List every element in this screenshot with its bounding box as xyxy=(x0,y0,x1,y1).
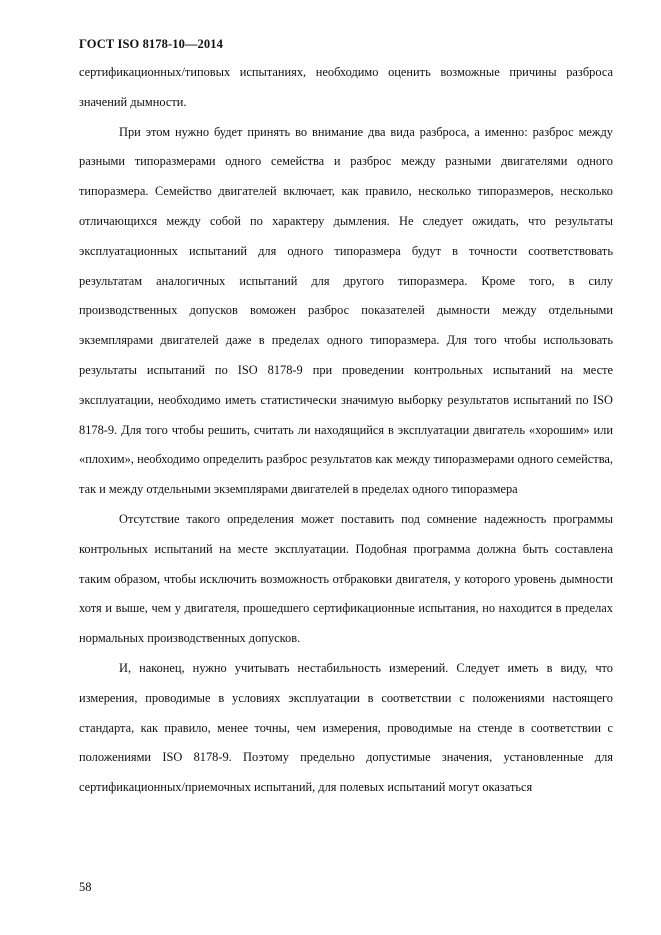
paragraph-variance-types: При этом нужно будет принять во внимание два вида разброса, а именно: разброс между разными типоразмерами одного семейства и разброс между разными двигателями одного типоразмера. Семейство двигателей включает, как правило, несколько типоразмеров, несколько отличающихся между собой по характеру дымления. Не следует ожидать, что результаты эксплуатационных испытаний для одного типоразмера будут в точности соответствовать результатам аналогичных испытаний для другого типоразмера. Кроме того, в силу производственных допусков воможен разброс показателей дымности между отдельными экземплярами двигателей даже в пределах одного типоразмера. Для того чтобы использовать результаты испытаний по ISO 8178-9 при проведении контрольных испытаний на месте эксплуатации, необходимо иметь статистически значимую выборку результатов испытаний по ISO 8178-9. Для того чтобы решить, считать ли находящийся в эксплуатации двигатель «хорошим» или «плохим», необходимо определить разброс результатов как между типоразмерами одного семейства, так и между отдельными экземплярами двигателей в пределах одного типоразмера xyxy=(79,124,613,497)
page-number: 58 xyxy=(79,880,92,894)
paragraph-test-program: Отсутствие такого определения может поставить под сомнение надежность программы контрольных испытаний на месте эксплуатации. Подобная программа должна быть составлена таким образом, чтобы исключить возможность отбраковки двигателя, у которого уровень дымности хотя и выше, чем у двигателя, прошедшего сертификационные испытания, но находится в пределах нормальных производственных допусков. xyxy=(79,511,613,646)
document-code-header: ГОСТ ISO 8178-10—2014 xyxy=(79,37,223,51)
paragraph-continuation: сертификационных/типовых испытаниях, необходимо оценить возможные причины разброса значений дымности. xyxy=(79,65,613,109)
paragraph-measurement-instability: И, наконец, нужно учитывать нестабильность измерений. Следует иметь в виду, что измерения, проводимые в условиях эксплуатации в соответствии с положениями настоящего стандарта, как правило, менее точны, чем измерения, проводимые на стенде в соответствии с положениями ISO 8178-9. Поэтому предельно допустимые значения, установленные для сертификационных/приемочных испытаний, для полевых испытаний могут оказаться xyxy=(79,660,613,795)
document-body xyxy=(79,58,613,803)
